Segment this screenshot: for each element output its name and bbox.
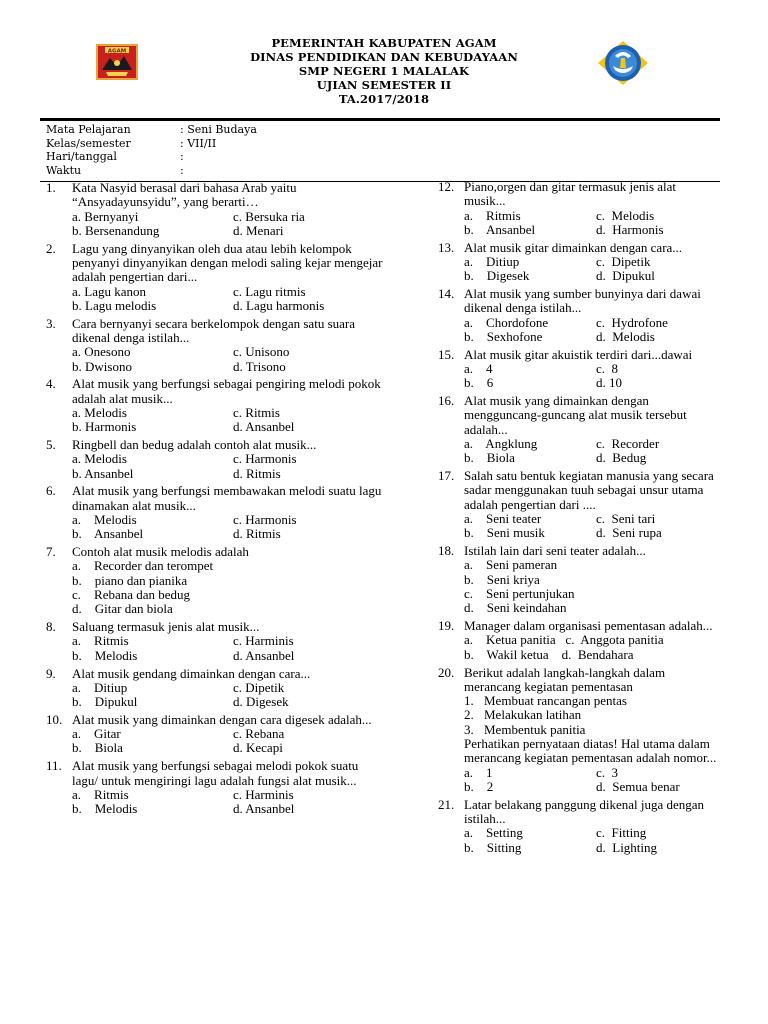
answer-options bbox=[46, 345, 394, 374]
answer-option: a. Melodis bbox=[72, 404, 127, 420]
question-text: Piano,orgen dan gitar termasuk jenis alat musik... bbox=[464, 179, 677, 209]
question-head bbox=[46, 181, 394, 210]
answer-option: d. Harmonis bbox=[596, 221, 664, 237]
tut-wuri-handayani-logo bbox=[597, 40, 649, 86]
answer-option: c. Bersuka ria bbox=[233, 208, 305, 224]
answer-option-list bbox=[438, 558, 728, 615]
answer-option: b. Ansanbel bbox=[464, 221, 536, 237]
question-item bbox=[438, 180, 728, 237]
answer-option: d. Kecapi bbox=[233, 740, 283, 756]
question-head bbox=[438, 348, 728, 362]
answer-option: c. Harmonis bbox=[233, 451, 297, 467]
question-item bbox=[438, 544, 728, 615]
question-text: Kata Nasyid berasal dari bahasa Arab yaitu “Ansyadayunsyidu”, yang berarti… bbox=[72, 180, 297, 210]
answer-option: c. Dipetik bbox=[233, 679, 285, 695]
question-item bbox=[438, 619, 728, 662]
answer-option: c. Harmonis bbox=[233, 512, 297, 528]
answer-option: c. Seni tari bbox=[596, 511, 656, 527]
answer-option: d. Ritmis bbox=[233, 465, 281, 481]
answer-option: d. Melodis bbox=[596, 328, 655, 344]
answer-option: a. Seni pameran bbox=[464, 557, 558, 573]
answer-options bbox=[46, 681, 394, 710]
question-item bbox=[438, 394, 728, 465]
question-head bbox=[46, 759, 394, 788]
question-number: 8. bbox=[46, 619, 56, 635]
answer-option: c. Lagu ritmis bbox=[233, 283, 306, 299]
info-row bbox=[46, 164, 257, 178]
question-head bbox=[438, 619, 728, 633]
question-head bbox=[46, 317, 394, 346]
answer-options bbox=[46, 727, 394, 756]
answer-option: d. Seni keindahan bbox=[464, 600, 567, 616]
question-head bbox=[46, 713, 394, 727]
question-text: Alat musik gitar dimainkan dengan cara... bbox=[464, 239, 683, 255]
info-label: Waktu bbox=[46, 163, 82, 177]
question-head bbox=[438, 469, 728, 512]
question-head bbox=[438, 666, 728, 695]
answer-options bbox=[438, 316, 728, 345]
answer-option: a. Ritmis bbox=[72, 633, 129, 649]
answer-option: d. Lagu harmonis bbox=[233, 297, 325, 313]
question-head bbox=[46, 620, 394, 634]
question-number: 10. bbox=[46, 711, 63, 727]
answer-options bbox=[46, 788, 394, 817]
question-text: Ringbell dan bedug adalah contoh alat musik... bbox=[72, 437, 317, 453]
answer-option: c. Recorder bbox=[596, 436, 660, 452]
question-head bbox=[46, 484, 394, 513]
answer-option: b. Seni kriya bbox=[464, 571, 540, 587]
step-text: Melakukan latihan bbox=[484, 707, 582, 723]
step-item bbox=[464, 694, 728, 708]
answer-option: a. Ketua panitia c. Anggota panitia bbox=[464, 632, 664, 648]
answer-option: b. Biola bbox=[72, 740, 123, 756]
question-head bbox=[46, 545, 394, 559]
answer-option: a. Angklung bbox=[464, 436, 538, 452]
header-divider bbox=[40, 118, 720, 121]
question-number: 5. bbox=[46, 437, 56, 453]
question-head bbox=[46, 377, 394, 406]
question-number: 1. bbox=[46, 180, 56, 195]
answer-option-list bbox=[438, 633, 728, 662]
question-text: Alat musik gendang dimainkan dengan cara... bbox=[72, 665, 311, 681]
answer-option: a. Recorder dan terompet bbox=[72, 558, 214, 574]
info-value: : bbox=[180, 163, 184, 177]
info-label: Mata Pelajaran bbox=[46, 123, 131, 136]
answer-option: c. Hydrofone bbox=[596, 314, 668, 330]
answer-option: d. Ansanbel bbox=[233, 419, 295, 435]
question-note: Perhatikan pernyataan diatas! Hal utama dalam merancang kegiatan pementasan adalah nomor... bbox=[464, 735, 717, 766]
answer-option: d. 10 bbox=[596, 375, 622, 391]
answer-option: b. Wakil ketua d. Bendahara bbox=[464, 646, 634, 662]
question-text: Latar belakang panggung dikenal juga dengan istilah... bbox=[464, 796, 705, 826]
answer-option: b. Lagu melodis bbox=[72, 297, 157, 313]
step-text: Membentuk panitia bbox=[484, 721, 586, 737]
header-line: UJIAN SEMESTER II bbox=[316, 78, 452, 92]
answer-options bbox=[46, 210, 394, 239]
header-line: SMP NEGERI 1 MALALAK bbox=[298, 64, 470, 78]
answer-option: b. Sexhofone bbox=[464, 328, 543, 344]
answer-option: a. Seni teater bbox=[464, 511, 542, 527]
question-item bbox=[438, 469, 728, 540]
answer-option: d. Semua benar bbox=[596, 778, 680, 794]
answer-option: a. Onesono bbox=[72, 344, 131, 360]
step-list bbox=[438, 694, 728, 737]
question-number: 6. bbox=[46, 483, 56, 499]
answer-options bbox=[438, 512, 728, 541]
answer-options bbox=[46, 452, 394, 481]
question-text: Alat musik yang dimainkan dengan cara digesek adalah... bbox=[72, 711, 372, 727]
question-text: Alat musik gitar akuistik terdiri dari...dawai bbox=[464, 346, 693, 362]
question-item bbox=[46, 759, 394, 816]
school-header bbox=[200, 36, 568, 106]
question-text: Cara bernyanyi secara berkelompok dengan satu suara dikenal denga istilah... bbox=[72, 315, 355, 345]
answer-option: b. Digesek bbox=[464, 268, 530, 284]
question-head bbox=[438, 394, 728, 437]
answer-option: c. 3 bbox=[596, 764, 619, 780]
answer-option: c. 8 bbox=[596, 361, 619, 377]
info-label: Kelas/semester bbox=[46, 136, 131, 150]
question-number: 16. bbox=[438, 393, 455, 409]
step-item bbox=[464, 723, 728, 737]
info-row bbox=[46, 137, 257, 151]
answer-options bbox=[46, 285, 394, 314]
question-text: Alat musik yang berfungsi membawakan melodi suatu lagu dinamakan alat musik... bbox=[72, 483, 382, 513]
question-number: 20. bbox=[438, 664, 455, 680]
answer-option: c. Ritmis bbox=[233, 404, 280, 420]
answer-option: d. Ritmis bbox=[233, 526, 281, 542]
header-line: PEMERINTAH KABUPATEN AGAM bbox=[271, 36, 497, 50]
question-number: 3. bbox=[46, 315, 56, 331]
answer-option: b. Harmonis bbox=[72, 419, 137, 435]
answer-option: a. Melodis bbox=[72, 451, 127, 467]
question-item bbox=[438, 348, 728, 391]
question-number: 18. bbox=[438, 543, 455, 559]
answer-option: b. Dipukul bbox=[72, 694, 138, 710]
answer-option: a. 4 bbox=[464, 361, 493, 377]
question-column-left bbox=[46, 181, 394, 820]
answer-option: c. Harminis bbox=[233, 633, 294, 649]
answer-option: a. 1 bbox=[464, 764, 493, 780]
info-row bbox=[46, 150, 257, 164]
answer-option: d. Bedug bbox=[596, 450, 647, 466]
question-item bbox=[46, 377, 394, 434]
answer-option: a. Bernyanyi bbox=[72, 208, 139, 224]
question-text: Lagu yang dinyanyikan oleh dua atau lebih kelompok penyanyi dinyanyikan dengan melodi saling kejar mengejar adalah pengertian dari... bbox=[72, 240, 383, 285]
answer-option: a. Ditiup bbox=[464, 253, 520, 269]
answer-option: b. Ansanbel bbox=[72, 465, 134, 481]
answer-option: c. Harminis bbox=[233, 786, 294, 802]
answer-options bbox=[438, 437, 728, 466]
question-number: 11. bbox=[46, 758, 62, 774]
question-number: 9. bbox=[46, 665, 56, 681]
question-number: 12. bbox=[438, 179, 455, 194]
answer-option: c. Seni pertunjukan bbox=[464, 586, 575, 602]
question-number: 4. bbox=[46, 376, 56, 392]
answer-option: c. Rebana bbox=[233, 726, 285, 742]
answer-options bbox=[438, 209, 728, 238]
question-text: Istilah lain dari seni teater adalah... bbox=[464, 543, 646, 559]
question-number: 21. bbox=[438, 796, 455, 812]
answer-option: b. Seni musik bbox=[464, 525, 545, 541]
answer-option: d. Gitar dan biola bbox=[72, 601, 173, 617]
question-text: Contoh alat musik melodis adalah bbox=[72, 544, 249, 560]
answer-option: b. Dwisono bbox=[72, 358, 132, 374]
question-number: 17. bbox=[438, 468, 455, 484]
question-text: Alat musik yang berfungsi sebagai pengiring melodi pokok adalah alat musik... bbox=[72, 376, 381, 406]
question-column-right bbox=[438, 180, 728, 858]
question-item bbox=[46, 545, 394, 616]
answer-option: d. Menari bbox=[233, 222, 284, 238]
answer-option: d. Seni rupa bbox=[596, 525, 662, 541]
answer-option: b. piano dan pianika bbox=[72, 572, 188, 588]
answer-option: a. Chordofone bbox=[464, 314, 549, 330]
question-head bbox=[46, 438, 394, 452]
step-item bbox=[464, 708, 728, 722]
answer-options bbox=[438, 255, 728, 284]
question-item bbox=[46, 484, 394, 541]
question-head bbox=[438, 544, 728, 558]
answer-option: d. Digesek bbox=[233, 694, 289, 710]
question-item bbox=[438, 241, 728, 284]
question-number: 7. bbox=[46, 544, 56, 560]
question-item bbox=[46, 713, 394, 756]
answer-option: b. Biola bbox=[464, 450, 515, 466]
header-line: DINAS PENDIDIKAN DAN KEBUDAYAAN bbox=[250, 50, 518, 64]
question-head bbox=[438, 287, 728, 316]
answer-option: c. Rebana dan bedug bbox=[72, 587, 191, 603]
question-head bbox=[438, 798, 728, 827]
answer-option: b. Melodis bbox=[72, 801, 138, 817]
answer-option: a. Ditiup bbox=[72, 679, 128, 695]
answer-option: a. Gitar bbox=[72, 726, 121, 742]
agam-regency-logo bbox=[96, 44, 138, 80]
question-number: 14. bbox=[438, 286, 455, 302]
question-item bbox=[46, 181, 394, 238]
answer-options bbox=[46, 513, 394, 542]
answer-option: d. Ansanbel bbox=[233, 801, 295, 817]
answer-option: c. Fitting bbox=[596, 825, 647, 841]
question-number: 15. bbox=[438, 346, 455, 362]
answer-options bbox=[438, 766, 728, 795]
question-number: 13. bbox=[438, 239, 455, 255]
answer-option: c. Dipetik bbox=[596, 253, 651, 269]
question-text: Alat musik yang sumber bunyinya dari dawai dikenal denga istilah... bbox=[464, 286, 701, 316]
question-item bbox=[438, 287, 728, 344]
question-item bbox=[438, 666, 728, 795]
info-label: Hari/tanggal bbox=[46, 150, 117, 163]
answer-option: a. Melodis bbox=[72, 512, 137, 528]
answer-option: a. Ritmis bbox=[72, 786, 129, 802]
question-item bbox=[46, 667, 394, 710]
header-line: TA.2017/2018 bbox=[338, 92, 430, 106]
answer-option: b. Sitting bbox=[464, 839, 522, 855]
answer-option: d. Trisono bbox=[233, 358, 286, 374]
question-text: Saluang termasuk jenis alat musik... bbox=[72, 619, 260, 635]
info-value: : Seni Budaya bbox=[180, 123, 257, 136]
question-item bbox=[46, 620, 394, 663]
answer-option: a. Setting bbox=[464, 825, 523, 841]
question-head bbox=[438, 241, 728, 255]
info-value: : VII/II bbox=[180, 136, 217, 150]
question-item bbox=[46, 317, 394, 374]
answer-option: a. Ritmis bbox=[464, 207, 521, 223]
info-value: : bbox=[180, 150, 184, 163]
answer-option: b. Ansanbel bbox=[72, 526, 144, 542]
question-item bbox=[46, 438, 394, 481]
question-text: Alat musik yang berfungsi sebagai melodi pokok suatu lagu/ untuk mengiringi lagu adalah fungsi alat musik... bbox=[72, 758, 359, 788]
answer-options bbox=[438, 362, 728, 391]
question-text: Berikut adalah langkah-langkah dalam merancang kegiatan pementasan bbox=[464, 664, 666, 694]
answer-option: c. Unisono bbox=[233, 344, 290, 360]
svg-text:AGAM: AGAM bbox=[107, 48, 127, 55]
step-number: 1. bbox=[464, 693, 474, 709]
answer-option: d. Lighting bbox=[596, 839, 658, 855]
step-text: Membuat rancangan pentas bbox=[484, 693, 627, 709]
answer-option: c. Melodis bbox=[596, 207, 655, 223]
answer-options bbox=[46, 634, 394, 663]
answer-option: a. Lagu kanon bbox=[72, 283, 147, 299]
question-text: Manager dalam organisasi pementasan adalah... bbox=[464, 618, 713, 634]
answer-option: b. 2 bbox=[464, 778, 494, 794]
exam-identity-table bbox=[46, 123, 257, 177]
answer-option: b. Melodis bbox=[72, 647, 138, 663]
question-number: 2. bbox=[46, 240, 56, 256]
question-text: Alat musik yang dimainkan dengan mengguncang-guncang alat musik tersebut adalah... bbox=[464, 393, 687, 437]
question-head bbox=[438, 180, 728, 209]
answer-option: b. Bersenandung bbox=[72, 222, 160, 238]
question-item bbox=[46, 242, 394, 313]
question-item bbox=[438, 798, 728, 855]
step-number: 3. bbox=[464, 721, 474, 737]
answer-option: b. 6 bbox=[464, 375, 494, 391]
answer-option: d. Ansanbel bbox=[233, 647, 295, 663]
answer-options bbox=[438, 826, 728, 855]
question-head bbox=[46, 242, 394, 285]
step-number: 2. bbox=[464, 707, 474, 723]
question-text: Salah satu bentuk kegiatan manusia yang secara sadar menggunakan tuuh sebagai unsur utama adalah pengertian dari .... bbox=[464, 468, 714, 512]
question-head bbox=[46, 667, 394, 681]
info-row bbox=[46, 123, 257, 137]
question-number: 19. bbox=[438, 618, 455, 634]
answer-option: d. Dipukul bbox=[596, 268, 655, 284]
answer-option-list bbox=[46, 559, 394, 616]
answer-options bbox=[46, 406, 394, 435]
